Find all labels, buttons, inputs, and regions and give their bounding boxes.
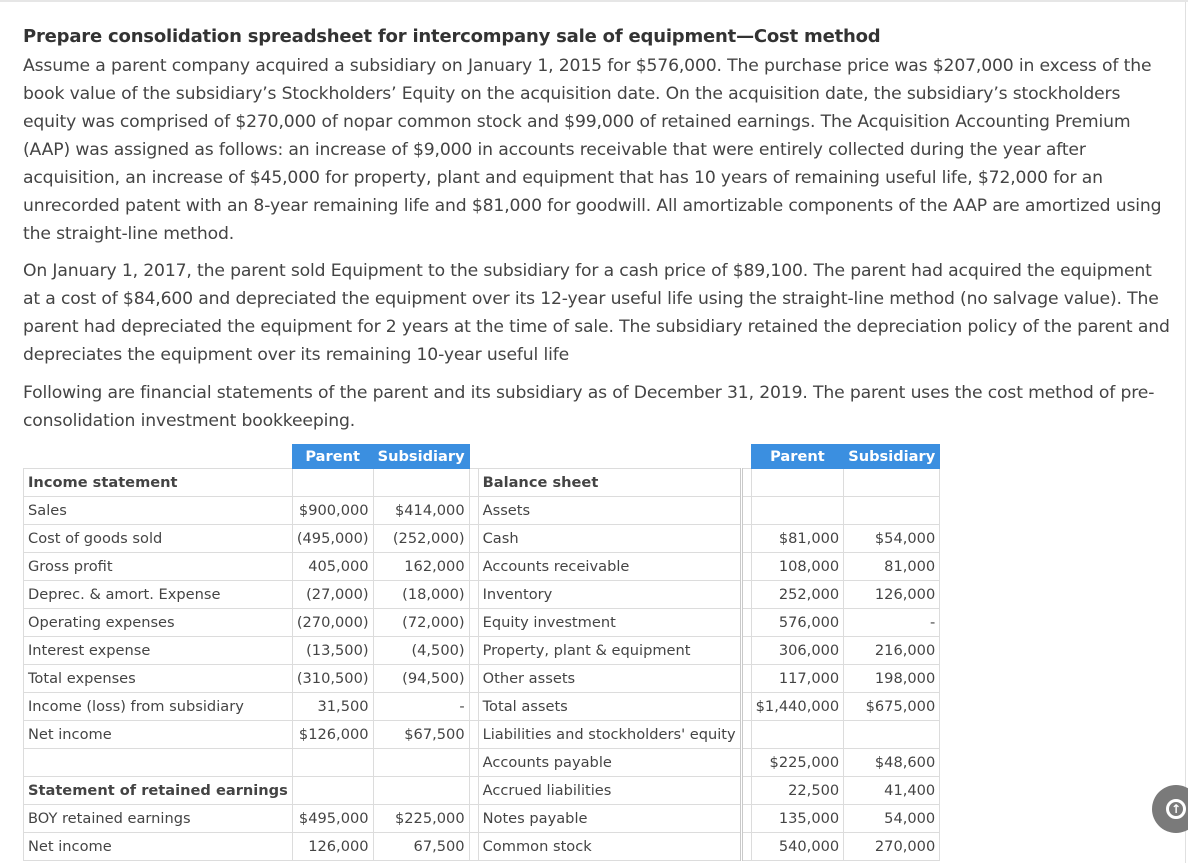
left-label-cell: Sales	[24, 497, 293, 525]
right-subsidiary-cell: 198,000	[844, 665, 940, 693]
right-subsidiary-cell: 126,000	[844, 581, 940, 609]
right-spacer-cell	[741, 525, 751, 553]
right-parent-cell	[751, 721, 844, 749]
right-subsidiary-cell: 216,000	[844, 637, 940, 665]
left-label-cell: Operating expenses	[24, 609, 293, 637]
right-subsidiary-cell: 270,000	[844, 833, 940, 861]
left-label-cell: Cost of goods sold	[24, 525, 293, 553]
left-parent-cell	[292, 777, 373, 805]
left-spacer-cell	[469, 637, 478, 665]
header-subsidiary-right: Subsidiary	[844, 445, 940, 469]
left-label-cell: Interest expense	[24, 637, 293, 665]
left-spacer-cell	[469, 665, 478, 693]
left-spacer-cell	[469, 693, 478, 721]
table-row	[24, 637, 940, 665]
financial-statements-table	[23, 444, 940, 861]
paragraph-equipment-sale: On January 1, 2017, the parent sold Equipment to the subsidiary for a cash price of $89,100. The parent had acquired the equipment at a cost of $84,600 and depreciated the equipment over its 12-year useful life using the straight-line method (no salvage value). The parent had depreciated the equipment for 2 years at the time of sale. The subsidiary retained the depreciation policy of the parent and depreciates the equipment over its remaining 10-year useful life	[23, 261, 1170, 365]
right-spacer-cell	[741, 609, 751, 637]
right-subsidiary-cell	[844, 469, 940, 497]
right-spacer-cell	[741, 665, 751, 693]
right-subsidiary-cell: $675,000	[844, 693, 940, 721]
header-blank-right	[478, 445, 741, 469]
left-parent-cell: (27,000)	[292, 581, 373, 609]
right-parent-cell: $1,440,000	[751, 693, 844, 721]
right-subsidiary-cell: 54,000	[844, 805, 940, 833]
right-spacer-cell	[741, 721, 751, 749]
table-row	[24, 693, 940, 721]
right-label-cell: Common stock	[478, 833, 741, 861]
right-label-cell: Accounts receivable	[478, 553, 741, 581]
left-spacer-cell	[469, 749, 478, 777]
left-subsidiary-cell: -	[373, 693, 469, 721]
left-spacer-cell	[469, 805, 478, 833]
left-label-cell: Total expenses	[24, 665, 293, 693]
right-label-cell: Property, plant & equipment	[478, 637, 741, 665]
right-subsidiary-cell: $48,600	[844, 749, 940, 777]
header-subsidiary-left: Subsidiary	[373, 445, 469, 469]
paragraph-acquisition: Assume a parent company acquired a subsidiary on January 1, 2015 for $576,000. The purchase price was $207,000 in excess of the book value of the subsidiary’s Stockholders’ Equity on the acquisition date. On the acquisition date, the subsidiary’s stockholders equity was comprised of $270,000 of nopar common stock and $99,000 of retained earnings. The Acquisition Accounting Premium (AAP) was assigned as follows: an increase of $9,000 in accounts receivable that were entirely collected during the year after acquisition, an increase of $45,000 for property, plant and equipment that has 10 years of remaining useful life, $72,000 for an unrecorded patent with an 8-year remaining life and $81,000 for goodwill. All amortizable components of the AAP are amortized using the straight-line method.	[23, 56, 1162, 244]
header-blank-left	[24, 445, 293, 469]
left-subsidiary-cell: (94,500)	[373, 665, 469, 693]
right-label-cell: Assets	[478, 497, 741, 525]
left-parent-cell: 31,500	[292, 693, 373, 721]
right-parent-cell: 576,000	[751, 609, 844, 637]
frame-edge	[1185, 2, 1186, 863]
right-spacer-cell	[741, 833, 751, 861]
right-spacer-cell	[741, 497, 751, 525]
right-subsidiary-cell: 81,000	[844, 553, 940, 581]
table-row	[24, 833, 940, 861]
right-parent-cell: 252,000	[751, 581, 844, 609]
left-label-cell: Gross profit	[24, 553, 293, 581]
left-spacer-cell	[469, 581, 478, 609]
header-parent-right: Parent	[751, 445, 844, 469]
left-parent-cell: (270,000)	[292, 609, 373, 637]
arrow-up-circle-icon: ↑	[1166, 799, 1186, 819]
table-row	[24, 553, 940, 581]
right-parent-cell: 108,000	[751, 553, 844, 581]
left-label-cell	[24, 749, 293, 777]
right-label-cell: Equity investment	[478, 609, 741, 637]
right-label-cell: Notes payable	[478, 805, 741, 833]
right-spacer-cell	[741, 693, 751, 721]
table-header-row	[24, 445, 940, 469]
left-spacer-cell	[469, 721, 478, 749]
left-parent-cell: $495,000	[292, 805, 373, 833]
left-parent-cell: 126,000	[292, 833, 373, 861]
left-subsidiary-cell	[373, 749, 469, 777]
left-subsidiary-cell: (18,000)	[373, 581, 469, 609]
problem-text	[23, 24, 1173, 435]
left-parent-cell: $126,000	[292, 721, 373, 749]
left-parent-cell	[292, 469, 373, 497]
right-label-cell: Accrued liabilities	[478, 777, 741, 805]
right-subsidiary-cell	[844, 497, 940, 525]
table-row	[24, 497, 940, 525]
left-spacer-cell	[469, 497, 478, 525]
table-row	[24, 721, 940, 749]
left-label-cell: Net income	[24, 721, 293, 749]
right-subsidiary-cell	[844, 721, 940, 749]
scroll-to-top-button[interactable]	[1152, 785, 1188, 833]
table-row	[24, 805, 940, 833]
left-label-cell: Income (loss) from subsidiary	[24, 693, 293, 721]
right-spacer-cell	[741, 637, 751, 665]
table-row	[24, 469, 940, 497]
left-subsidiary-cell: (4,500)	[373, 637, 469, 665]
header-gap	[469, 445, 478, 469]
right-subsidiary-cell: $54,000	[844, 525, 940, 553]
left-label-cell: Deprec. & amort. Expense	[24, 581, 293, 609]
table-row	[24, 665, 940, 693]
left-parent-cell: 405,000	[292, 553, 373, 581]
left-label-cell: Income statement	[24, 469, 293, 497]
table-row	[24, 609, 940, 637]
left-subsidiary-cell: 162,000	[373, 553, 469, 581]
right-parent-cell	[751, 497, 844, 525]
right-parent-cell: $81,000	[751, 525, 844, 553]
right-label-cell: Total assets	[478, 693, 741, 721]
left-spacer-cell	[469, 833, 478, 861]
left-parent-cell: $900,000	[292, 497, 373, 525]
problem-title: Prepare consolidation spreadsheet for intercompany sale of equipment—Cost method	[23, 26, 881, 47]
left-label-cell: BOY retained earnings	[24, 805, 293, 833]
right-spacer-cell	[741, 469, 751, 497]
left-subsidiary-cell: $414,000	[373, 497, 469, 525]
right-label-cell: Accounts payable	[478, 749, 741, 777]
right-label-cell: Inventory	[478, 581, 741, 609]
right-label-cell: Other assets	[478, 665, 741, 693]
left-spacer-cell	[469, 469, 478, 497]
right-subsidiary-cell: 41,400	[844, 777, 940, 805]
header-gap2	[741, 445, 751, 469]
header-parent-left: Parent	[292, 445, 373, 469]
right-parent-cell: 306,000	[751, 637, 844, 665]
left-subsidiary-cell: $67,500	[373, 721, 469, 749]
left-parent-cell: (13,500)	[292, 637, 373, 665]
left-subsidiary-cell: 67,500	[373, 833, 469, 861]
right-spacer-cell	[741, 749, 751, 777]
left-subsidiary-cell: (72,000)	[373, 609, 469, 637]
table-row	[24, 777, 940, 805]
right-label-cell: Balance sheet	[478, 469, 741, 497]
left-label-cell: Statement of retained earnings	[24, 777, 293, 805]
left-spacer-cell	[469, 525, 478, 553]
left-subsidiary-cell	[373, 777, 469, 805]
right-spacer-cell	[741, 553, 751, 581]
left-subsidiary-cell	[373, 469, 469, 497]
right-label-cell: Cash	[478, 525, 741, 553]
left-spacer-cell	[469, 553, 478, 581]
right-parent-cell: 117,000	[751, 665, 844, 693]
left-parent-cell	[292, 749, 373, 777]
left-spacer-cell	[469, 609, 478, 637]
left-subsidiary-cell: $225,000	[373, 805, 469, 833]
right-parent-cell: 540,000	[751, 833, 844, 861]
right-label-cell: Liabilities and stockholders' equity	[478, 721, 741, 749]
left-parent-cell: (310,500)	[292, 665, 373, 693]
paragraph-financial-statements: Following are financial statements of the parent and its subsidiary as of December 31, 2019. The parent uses the cost method of pre-consolidation investment bookkeeping.	[23, 383, 1155, 431]
right-parent-cell: 22,500	[751, 777, 844, 805]
right-spacer-cell	[741, 805, 751, 833]
left-label-cell: Net income	[24, 833, 293, 861]
left-subsidiary-cell: (252,000)	[373, 525, 469, 553]
left-parent-cell: (495,000)	[292, 525, 373, 553]
table-row	[24, 525, 940, 553]
right-parent-cell: 135,000	[751, 805, 844, 833]
right-subsidiary-cell: -	[844, 609, 940, 637]
left-spacer-cell	[469, 777, 478, 805]
right-spacer-cell	[741, 777, 751, 805]
table-row	[24, 749, 940, 777]
table-row	[24, 581, 940, 609]
right-parent-cell: $225,000	[751, 749, 844, 777]
right-parent-cell	[751, 469, 844, 497]
right-spacer-cell	[741, 581, 751, 609]
